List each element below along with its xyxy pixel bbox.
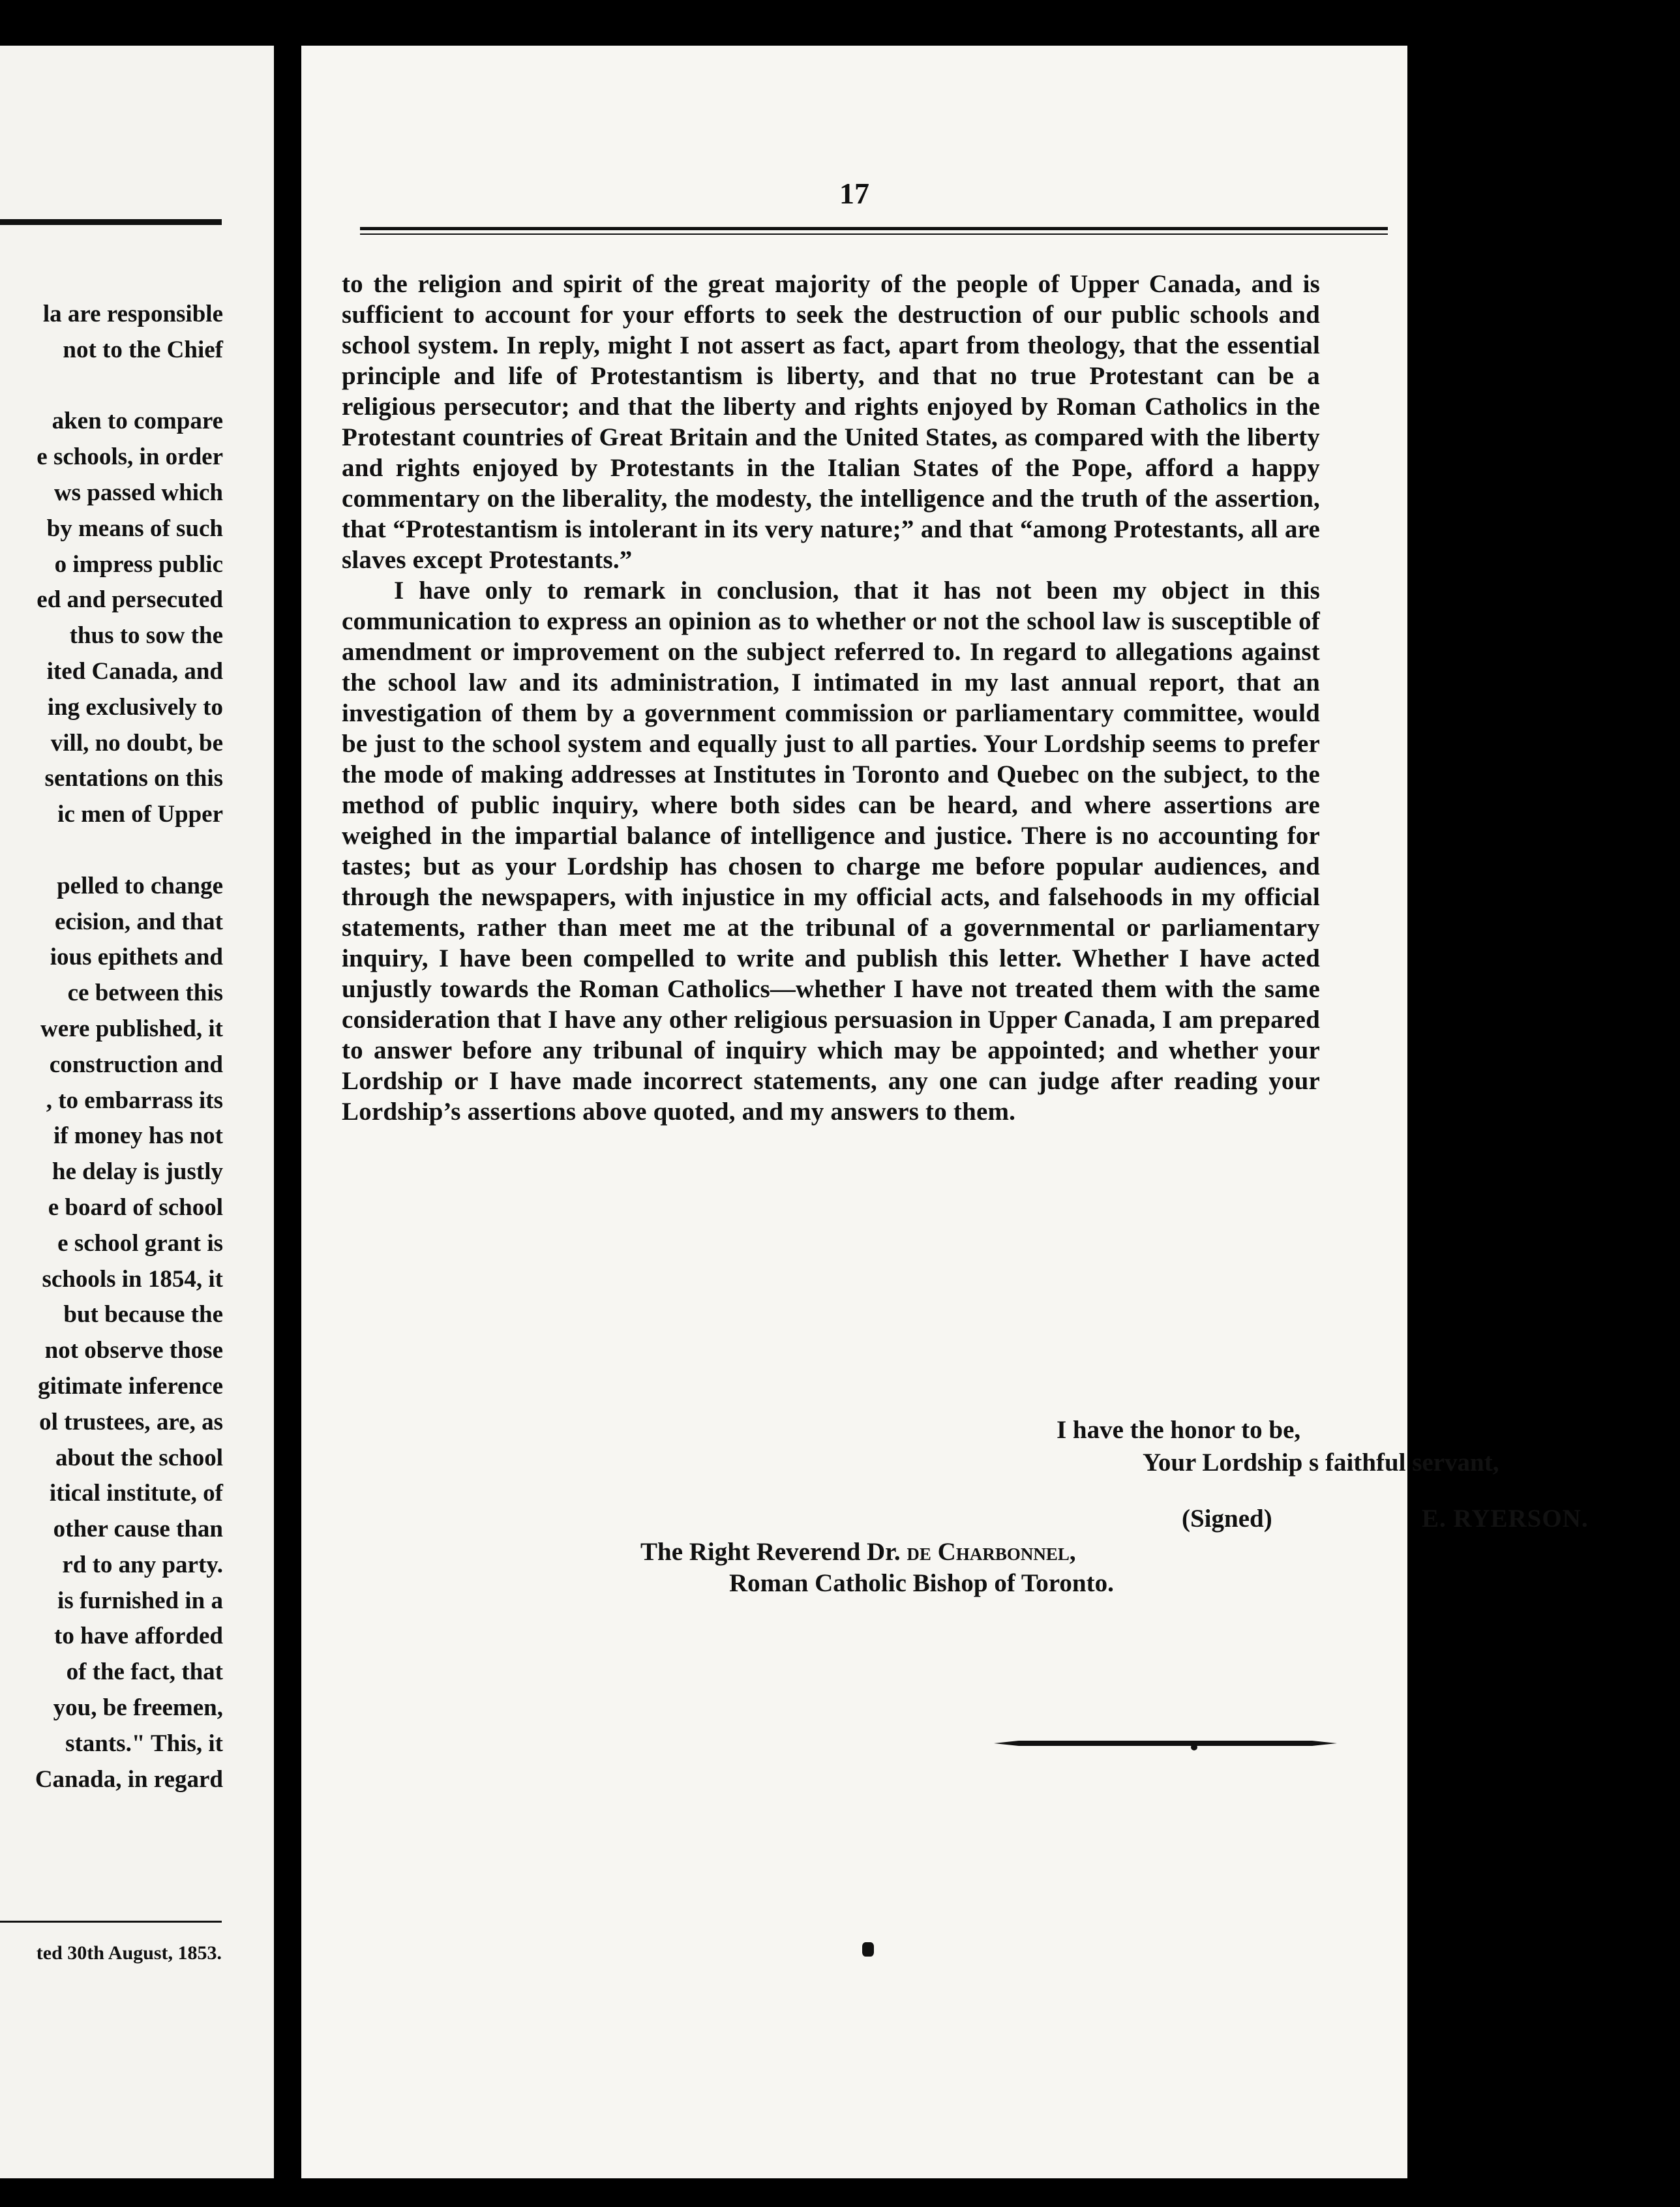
left-text-line: gitimate inference: [38, 1372, 223, 1400]
left-text-line: if money has not: [53, 1122, 223, 1150]
left-text-line: were published, it: [40, 1015, 223, 1042]
left-text-line: by means of such: [46, 515, 223, 542]
addressee-line-2: Roman Catholic Bishop of Toronto.: [729, 1569, 1114, 1597]
left-text-line: ited Canada, and: [46, 657, 223, 685]
left-text-line: is furnished in a: [57, 1587, 223, 1614]
left-text-line: [0, 368, 223, 404]
left-text-line: ecision, and that: [54, 908, 223, 935]
left-text-line: about the school: [55, 1444, 223, 1471]
left-text-line: , to embarrass its: [46, 1087, 223, 1114]
left-text-line: of the fact, that: [66, 1659, 223, 1686]
paragraph: to the religion and spirit of the great majority of the people of Upper Canada, and is sufficient to account for your efforts to seek the destruction of our public schools and school system. In reply, might I not assert as fact, apart from theology, that the essential principle and life of Protestantism is liberty, and that no true Protestant can be a religious persecutor; and that the liberty and rights enjoyed by Roman Catholics in the Protestant countries of Great Britain and the United States, as compared with the liberty and rights enjoyed by Protestants in the Italian States of the Pope, afford a happy commentary on the liberality, the modesty, the intelligence and the truth of the assertion, that “Protestantism is intolerant in its very nature;” and that “among Protestants, all are slaves except Protestants.”: [342, 270, 1320, 574]
left-text-line: ed and persecuted: [37, 586, 223, 614]
paragraph: I have only to remark in conclusion, that it has not been my object in this communication to express an opinion as to whether or not the school law is susceptible of amendment or improvement on the subject referred to. In regard to allegations against the school law and its administration, I intimated in my last annual report, that an investigation of them by a government commission or parliamentary committee, would be just to the school system and equally just to all parties. Your Lordship seems to prefer the mode of making addresses at Institutes in Toronto and Quebec on the subject, to the method of public inquiry, where both sides can be heard, and where assertions are weighed in the impartial balance of intelligence and justice. There is no accounting for tastes; but as your Lordship has chosen to charge me before popular audiences, and through the newspapers, with injustice in my official acts, and falsehoods in my official statements, rather than meet me at the tribunal of a governmental or parliamentary inquiry, I have been compelled to write and publish this letter. Whether I have acted unjustly towards the Roman Catholics—whether I have not treated them with the same consideration that I have any other religious persuasion in Upper Canada, I am prepared to answer before any tribunal of inquiry which may be appointed; and whether your Lordship or I have made incorrect statements, any one can judge after reading your Lordship’s assertions above quoted, and my answers to them.: [342, 577, 1320, 1126]
left-text-line: pelled to change: [57, 872, 223, 899]
left-text-line: ce between this: [67, 980, 223, 1007]
header-rule: [360, 227, 1388, 235]
left-text-line: you, be freemen,: [53, 1694, 223, 1722]
left-text-line: construction and: [49, 1051, 223, 1078]
left-text-line: ic men of Upper: [57, 801, 223, 828]
left-text-line: e school grant is: [57, 1229, 223, 1257]
left-text-line: not observe those: [44, 1337, 223, 1364]
addressee-prefix: The Right Reverend Dr.: [640, 1538, 901, 1566]
page-number: 17: [839, 177, 869, 210]
end-ornament: [993, 1739, 1338, 1748]
left-text-line: o impress public: [54, 550, 223, 578]
closing-servant: Your Lordship s faithful servant,: [1143, 1449, 1499, 1477]
left-text-line: ws passed which: [53, 479, 223, 506]
left-text-line: other cause than: [53, 1516, 223, 1543]
left-text-line: not to the Chief: [63, 336, 223, 363]
left-text-line: schools in 1854, it: [42, 1265, 223, 1293]
ink-speck: [1191, 1744, 1197, 1750]
left-text-line: stants." This, it: [65, 1730, 223, 1757]
left-text-line: [0, 833, 223, 869]
left-text-line: to have afforded: [54, 1623, 223, 1650]
left-text-line: Canada, in regard: [35, 1765, 223, 1793]
addressee-name: de Charbonnel,: [907, 1538, 1076, 1566]
left-text-line: e schools, in order: [37, 443, 223, 471]
letter-body: [342, 269, 1320, 1127]
closing-salutation: I have the honor to be,: [1057, 1416, 1301, 1444]
left-footnote-rule: [0, 1921, 222, 1923]
left-text-line: ing exclusively to: [47, 693, 223, 721]
left-text-line: aken to compare: [52, 408, 223, 435]
left-page: [0, 46, 274, 2178]
left-text-line: thus to sow the: [69, 622, 223, 650]
signature: E. RYERSON.: [1422, 1505, 1589, 1533]
left-text-line: sentations on this: [44, 765, 223, 792]
left-text-line: rd to any party.: [62, 1551, 223, 1578]
left-text-line: ol trustees, are, as: [39, 1408, 223, 1435]
left-text-line: la are responsible: [42, 301, 223, 327]
left-text-line: but because the: [63, 1301, 223, 1329]
left-text-line: ious epithets and: [50, 944, 223, 971]
addressee: [640, 1537, 1114, 1599]
left-page-text: [0, 297, 223, 1797]
signed-label: (Signed): [1182, 1505, 1272, 1533]
left-text-line: he delay is justly: [52, 1158, 223, 1186]
right-page: [301, 46, 1589, 2178]
left-header-rule: [0, 219, 222, 225]
left-footnote: ted 30th August, 1853.: [36, 1942, 222, 1964]
left-text-line: vill, no doubt, be: [50, 729, 223, 757]
ink-speck: [862, 1942, 874, 1957]
left-text-line: itical institute, of: [49, 1480, 223, 1507]
left-text-line: e board of school: [48, 1194, 223, 1221]
addressee-line-1: [640, 1537, 1114, 1568]
